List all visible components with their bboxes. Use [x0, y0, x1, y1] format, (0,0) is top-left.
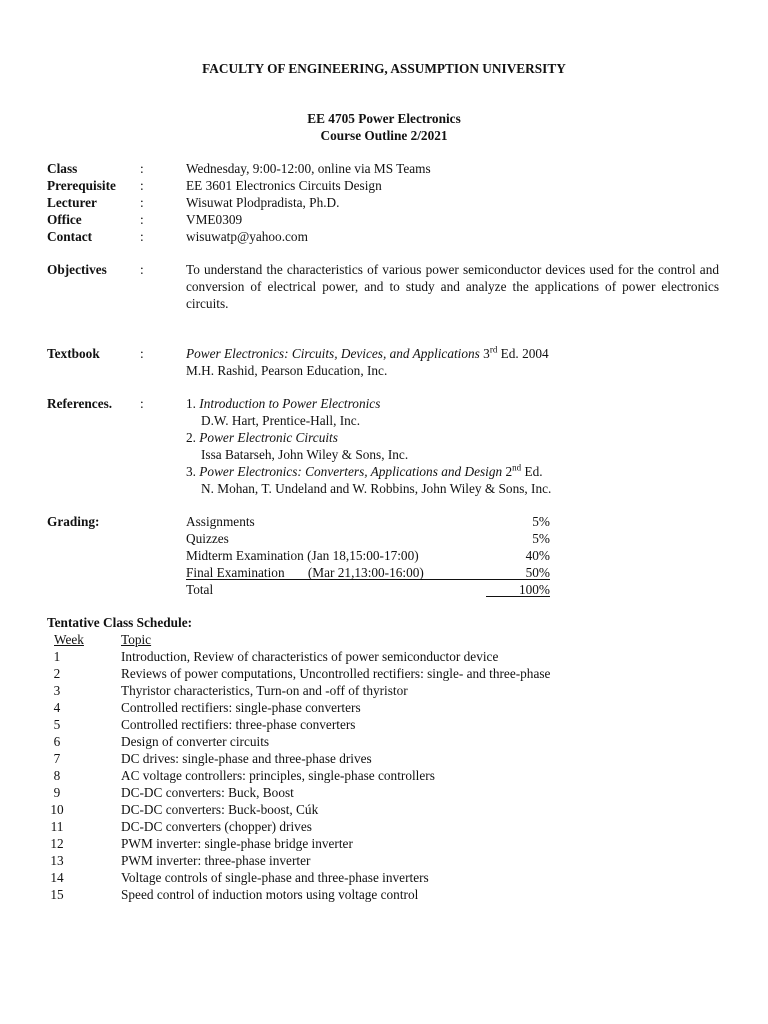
- grading-percent: 5%: [532, 531, 550, 546]
- lecturer-label: Lecturer: [47, 195, 97, 210]
- schedule-topic: Speed control of induction motors using voltage control: [121, 887, 419, 902]
- contact-colon: :: [140, 229, 144, 244]
- schedule-topic: Reviews of power computations, Uncontrolled rectifiers: single- and three-phase: [121, 666, 551, 681]
- schedule-topic: Design of converter circuits: [121, 734, 270, 749]
- schedule-topic: DC drives: single-phase and three-phase drives: [121, 751, 372, 766]
- reference-item: [186, 395, 380, 412]
- office-colon: :: [140, 212, 144, 227]
- schedule-week: 4: [53, 700, 61, 715]
- schedule-topic: Controlled rectifiers: single-phase converters: [121, 700, 361, 715]
- schedule-topic: Voltage controls of single-phase and three-phase inverters: [121, 870, 429, 885]
- schedule-topic: PWM inverter: three-phase inverter: [121, 853, 311, 868]
- schedule-topic: DC-DC converters: Buck-boost, Cúk: [121, 802, 319, 817]
- class-value: Wednesday, 9:00-12:00, online via MS Teams: [186, 161, 431, 176]
- schedule-title: Tentative Class Schedule:: [47, 615, 193, 630]
- office-label: Office: [47, 212, 82, 227]
- reference-edition-rest: Ed.: [521, 464, 543, 479]
- objectives-colon: :: [140, 262, 144, 277]
- textbook-citation: [186, 345, 549, 362]
- textbook-title: Power Electronics: Circuits, Devices, and Applications: [186, 346, 480, 361]
- textbook-edition-suffix: rd: [489, 344, 498, 355]
- grading-item: Final Examination (Mar 21,13:00-16:00): [186, 565, 424, 580]
- schedule-topic: DC-DC converters (chopper) drives: [121, 819, 312, 834]
- schedule-week: 12: [50, 836, 64, 851]
- schedule-topic: Controlled rectifiers: three-phase converters: [121, 717, 356, 732]
- schedule-topic: Introduction, Review of characteristics of power semiconductor device: [121, 649, 499, 664]
- schedule-week: 1: [53, 649, 61, 664]
- schedule-topic-header: Topic: [121, 632, 152, 647]
- class-label: Class: [47, 161, 78, 176]
- textbook-edition-rest: Ed. 2004: [497, 346, 549, 361]
- contact-label: Contact: [47, 229, 93, 244]
- textbook-colon: :: [140, 346, 144, 361]
- reference-number: 2.: [186, 430, 200, 445]
- textbook-author: M.H. Rashid, Pearson Education, Inc.: [186, 363, 388, 378]
- course-title: EE 4705 Power Electronics: [307, 111, 461, 126]
- schedule-week: 13: [50, 853, 64, 868]
- reference-title: Power Electronic Circuits: [199, 430, 338, 445]
- schedule-topic: AC voltage controllers: principles, single-phase controllers: [121, 768, 435, 783]
- reference-item: [186, 463, 543, 480]
- reference-title: Introduction to Power Electronics: [199, 396, 381, 411]
- grading-label: Grading:: [47, 514, 100, 529]
- references-label: References.: [47, 396, 113, 411]
- lecturer-colon: :: [140, 195, 144, 210]
- schedule-week: 5: [53, 717, 61, 732]
- reference-author: D.W. Hart, Prentice-Hall, Inc.: [201, 413, 361, 428]
- reference-author: N. Mohan, T. Undeland and W. Robbins, John Wiley & Sons, Inc.: [201, 481, 552, 496]
- prerequisite-label: Prerequisite: [47, 178, 116, 193]
- grading-item: Assignments: [186, 514, 255, 529]
- schedule-week: 14: [50, 870, 64, 885]
- textbook-edition-number: 3: [483, 346, 490, 361]
- reference-edition-suffix: nd: [512, 462, 522, 473]
- course-outline-term: Course Outline 2/2021: [320, 128, 448, 143]
- schedule-week: 15: [50, 887, 64, 902]
- objectives-label: Objectives: [47, 262, 107, 277]
- grading-percent: 40%: [525, 548, 550, 563]
- reference-number: 1.: [186, 396, 200, 411]
- textbook-label: Textbook: [47, 346, 100, 361]
- schedule-topic: Thyristor characteristics, Turn-on and -off of thyristor: [121, 683, 408, 698]
- reference-author: Issa Batarseh, John Wiley & Sons, Inc.: [201, 447, 409, 462]
- lecturer-value: Wisuwat Plodpradista, Ph.D.: [186, 195, 340, 210]
- grading-total-label: Total: [186, 582, 214, 597]
- grading-item: Midterm Examination (Jan 18,15:00-17:00): [186, 548, 419, 563]
- grading-percent: 5%: [532, 514, 550, 529]
- grading-total-percent: 100%: [518, 582, 550, 597]
- reference-item: [186, 429, 338, 446]
- schedule-topic: DC-DC converters: Buck, Boost: [121, 785, 294, 800]
- prerequisite-value: EE 3601 Electronics Circuits Design: [186, 178, 382, 193]
- grading-underline: [186, 579, 550, 580]
- schedule-week: 2: [53, 666, 61, 681]
- faculty-heading: FACULTY OF ENGINEERING, ASSUMPTION UNIVERSITY: [202, 61, 566, 76]
- schedule-week: 6: [53, 734, 61, 749]
- contact-email: wisuwatp@yahoo.com: [186, 229, 308, 244]
- schedule-week: 10: [50, 802, 64, 817]
- schedule-week: 11: [50, 819, 64, 834]
- reference-title: Power Electronics: Converters, Applications and Design: [199, 464, 503, 479]
- reference-edition-number: 2: [502, 464, 513, 479]
- grading-total-underline: [486, 596, 550, 597]
- class-colon: :: [140, 161, 144, 176]
- schedule-week: 8: [53, 768, 61, 783]
- schedule-week: 7: [53, 751, 61, 766]
- references-colon: :: [140, 396, 144, 411]
- reference-number: 3.: [186, 464, 200, 479]
- grading-percent: 50%: [525, 565, 550, 580]
- grading-item: Quizzes: [186, 531, 229, 546]
- objectives-text: To understand the characteristics of various power semiconductor devices used for the control and conversion of electrical power, and to study and analyze the applications of power electronics circuits.: [186, 262, 719, 311]
- schedule-week: 3: [53, 683, 61, 698]
- schedule-week: 9: [53, 785, 61, 800]
- office-value: VME0309: [186, 212, 243, 227]
- schedule-week-header: Week: [54, 632, 84, 647]
- schedule-topic: PWM inverter: single-phase bridge inverter: [121, 836, 353, 851]
- prerequisite-colon: :: [140, 178, 144, 193]
